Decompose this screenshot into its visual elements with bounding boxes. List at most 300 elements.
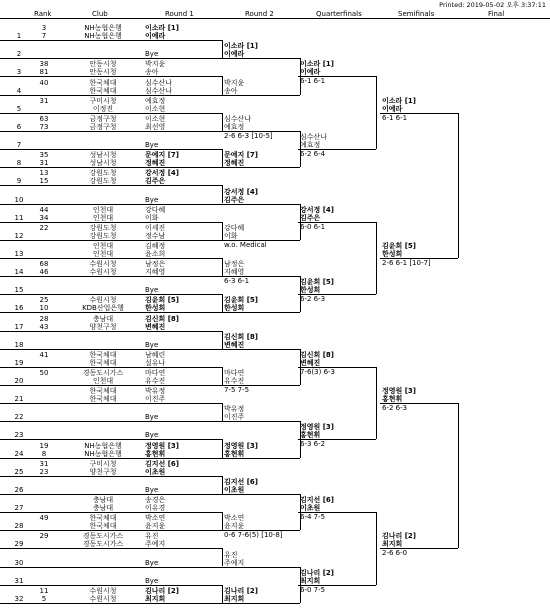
club-name: 이정진 [92,104,114,113]
bye-label: Bye [145,286,159,295]
round2-player-line [222,95,300,96]
draw-position: 13 [14,249,24,258]
qf-player-line [298,585,376,586]
player-name: 김나리 [2] [145,586,179,595]
draw-position: 12 [14,231,24,240]
bye-label: Bye [145,576,159,585]
entry-line [0,331,222,332]
club-name: NH농협은행 [84,441,122,450]
club-name: 인천대 [92,377,114,385]
player-name: 홍현휘 [145,449,166,458]
club-name: 인천대 [92,213,114,222]
round2-player-line [222,276,300,277]
draw-position: 18 [14,340,24,349]
qf-player: 심수산나 [300,133,328,142]
sf-player-line [380,113,458,114]
seed-rank: 46 [39,268,49,277]
match-score: 7-5 7-5 [224,386,250,394]
bye-label: Bye [145,431,159,440]
round2-player-line [222,349,300,350]
connector [458,403,459,548]
connector [222,439,223,457]
round2-player-line [222,58,300,59]
header-rank: Rank [34,10,52,18]
connector [376,76,377,149]
qf-player: 변혜진 [300,358,321,367]
qf-player: 홍현휘 [300,431,321,440]
draw-position: 5 [16,104,22,113]
player-name: 이세진 [145,223,166,232]
entry-line [0,403,222,404]
bye-label: Bye [145,195,159,204]
round2-player-line [222,458,300,459]
entry-line [0,512,222,513]
club-name: NH농협은행 [84,32,122,41]
draw-position: 24 [14,449,24,458]
connector [376,367,377,440]
header-semifinals: Semifinals [398,10,435,18]
qf-player-line [298,294,376,295]
player-name: 유진 [145,532,159,541]
round2-player: 남정은 [224,260,245,269]
match-score: 6-1 6-1 [300,77,326,86]
sf-player-line [380,403,458,404]
round2-player: 유수진 [224,377,245,385]
club-name: 금정구청 [89,122,117,131]
round2-player: 송아 [224,86,238,95]
player-name: 김주은 [145,177,166,186]
round2-player: 홍현휘 [224,449,245,458]
qf-player: 이예라 [300,68,321,77]
connector [222,76,223,94]
player-name: 남정은 [145,260,166,269]
round2-player: 주예지 [224,558,245,567]
club-name: 양천구청 [89,322,117,331]
connector [458,113,459,258]
qf-player: 김신희 [8] [300,350,334,359]
club-name: 안동시청 [89,68,117,77]
connector [222,548,223,566]
club-name: 양천구청 [89,467,117,476]
player-name: 김윤희 [5] [145,296,179,305]
player-name: 심수산나 [145,78,173,87]
sf-player: 홍현휘 [382,395,403,404]
draw-position: 20 [14,377,24,385]
round2-player: 이소라 [1] [224,42,258,51]
qf-player: 최지희 [300,576,321,585]
club-name: 인천대 [92,249,114,258]
draw-position: 15 [14,286,24,295]
entry-line [0,149,222,150]
round2-player: 강서정 [4] [224,187,258,196]
entry-line [0,40,222,41]
draw-position: 14 [14,268,24,277]
player-name: 강다혜 [145,205,166,214]
draw-position: 4 [16,86,22,95]
seed-rank: 29 [39,532,49,541]
header-divider [0,18,550,19]
club-name: 강원도청 [89,231,117,240]
match-score: 6-2 6-4 [300,150,326,159]
entry-line [0,204,222,205]
round2-player-line [222,131,300,132]
seed-rank: 3 [41,24,47,33]
round2-player: 박유정 [224,405,245,414]
seed-rank: 28 [39,314,49,323]
player-name: 문예지 [7] [145,151,179,160]
player-name: 이화 [145,213,159,222]
round2-player-line [222,567,300,568]
club-name: 한국체대 [89,358,117,367]
player-name: 설유나 [145,358,166,367]
entry-line [0,240,222,241]
round2-player: 이초원 [224,485,245,494]
player-name: 윤지윤 [145,522,166,531]
player-name: 주예지 [145,540,166,549]
player-name: 남혜린 [145,350,166,359]
draw-position: 27 [14,504,24,513]
entry-line [0,439,222,440]
sf-player: 최지희 [382,540,403,549]
player-name: 이초원 [145,467,166,476]
club-name: 수원시청 [89,260,117,269]
draw-position: 23 [14,431,24,440]
draw-position: 22 [14,413,24,422]
draw-position: 29 [14,540,24,549]
club-name: 수원시청 [89,268,117,277]
player-name: 정수남 [145,231,166,240]
header-round2: Round 2 [245,10,274,18]
seed-rank: 13 [39,169,49,178]
match-score: 0-6 7-6(5) [10-8] [224,531,283,540]
seed-rank: 40 [39,78,49,87]
connector [300,204,301,240]
draw-position: 28 [14,522,24,531]
match-score: 6-0 6-1 [300,222,326,231]
entry-line [0,185,222,186]
draw-position: 26 [14,485,24,494]
entry-line [0,258,222,259]
seed-rank: 8 [41,449,47,458]
club-name: 충남대 [92,496,114,505]
connector [222,367,223,385]
bye-label: Bye [145,413,159,422]
player-name: 강서정 [4] [145,169,179,178]
sf-player: 정영원 [3] [382,387,416,396]
connector [222,149,223,167]
bye-label: Bye [145,485,159,494]
qf-player-line [298,367,376,368]
qf-player: 한성희 [300,286,321,295]
connector [376,512,377,585]
seed-rank: 31 [39,96,49,105]
match-score: 6-2 6-3 [382,404,408,413]
qf-player: 김나리 [2] [300,568,334,577]
player-name: 이예라 [145,32,166,41]
qf-player-line [298,512,376,513]
round2-player: 문예지 [7] [224,151,258,160]
club-name: 수원시청 [89,296,117,305]
player-name: 김지선 [6] [145,459,179,468]
seed-rank: 7 [41,32,47,41]
round2-player-line [222,494,300,495]
round2-player-line [222,530,300,531]
qf-player-line [298,439,376,440]
round2-player: 지혜영 [224,268,245,277]
qf-player: 정영원 [3] [300,423,334,432]
player-name: 최지희 [145,594,166,603]
seed-rank: 44 [39,205,49,214]
round2-player-line [222,385,300,386]
club-name: 수원시청 [89,594,117,603]
player-name: 이소현 [145,104,166,113]
bye-label: Bye [145,340,159,349]
sf-player: 김윤희 [5] [382,241,416,250]
connector [222,294,223,312]
draw-position: 9 [16,177,22,186]
round2-player: 김나리 [2] [224,586,258,595]
round2-player: 예효정 [224,122,245,131]
qf-player: 이소라 [1] [300,60,334,69]
connector [222,113,223,131]
club-name: 구미시청 [89,96,117,105]
entry-line [0,385,222,386]
draw-position: 32 [14,594,24,603]
club-name: 인천대 [92,205,114,214]
connector [222,222,223,240]
player-name: 유수진 [145,377,166,385]
club-name: 강원도청 [89,177,117,186]
club-name: 한국체대 [89,514,117,523]
entry-line [0,476,222,477]
seed-rank: 15 [39,177,49,186]
player-name: 이소현 [145,114,166,123]
draw-position: 25 [14,467,24,476]
draw-position: 19 [14,358,24,367]
round2-player: 김신희 [8] [224,332,258,341]
qf-player: 김주은 [300,213,321,222]
entry-line [0,222,222,223]
club-name: KDB산업은행 [82,304,124,313]
entry-line [0,131,222,132]
club-name: 한국체대 [89,350,117,359]
sf-player: 한성희 [382,249,403,258]
qf-player: 김윤희 [5] [300,278,334,287]
bye-label: Bye [145,558,159,567]
connector [300,494,301,530]
qf-player: 김지선 [6] [300,496,334,505]
draw-position: 10 [14,195,24,204]
club-name: 한국체대 [89,387,117,396]
player-name: 김신희 [8] [145,314,179,323]
seed-rank: 50 [39,369,49,377]
seed-rank: 41 [39,350,49,359]
club-name: 충남대 [92,314,114,323]
connector [300,58,301,94]
entry-line [0,421,222,422]
round2-player: 정영원 [3] [224,441,258,450]
match-score: 7-6(3) 6-3 [300,367,336,376]
club-name: 성남시청 [89,159,117,168]
qf-player: 이초원 [300,504,321,513]
round2-player: 이진주 [224,413,245,422]
entry-line [0,367,222,368]
player-name: 정영원 [3] [145,441,179,450]
connector [300,567,301,603]
header-quarterfinals: Quarterfinals [316,10,362,18]
round2-player: 김주은 [224,195,245,204]
round2-player: 김지선 [6] [224,477,258,486]
connector [300,421,301,457]
round2-player: 변혜진 [224,340,245,349]
seed-rank: 34 [39,213,49,222]
player-name: 정혜진 [145,159,166,168]
header-round1: Round 1 [165,10,194,18]
round2-player-line [222,603,300,604]
entry-line [0,312,222,313]
round2-player: 유진 [224,550,238,559]
player-name: 예효정 [145,96,166,105]
entry-line [0,458,222,459]
club-name: NH농협은행 [84,24,122,33]
draw-position: 11 [14,213,24,222]
entry-line [0,494,222,495]
club-name: 수원시청 [89,586,117,595]
seed-rank: 49 [39,514,49,523]
connector [222,403,223,421]
draw-position: 21 [14,395,24,404]
connector [222,585,223,603]
seed-rank: 11 [39,586,49,595]
club-name: 강원도청 [89,223,117,232]
player-name: 심수산나 [145,86,173,95]
round2-player: 이예라 [224,50,245,59]
player-name: 김혜정 [145,241,166,250]
sf-player: 김나리 [2] [382,532,416,541]
match-score: 6-2 6-3 [300,295,326,304]
draw-position: 31 [14,576,24,585]
player-name: 마다연 [145,369,166,377]
entry-line [0,567,222,568]
player-name: 이유경 [145,504,166,513]
sf-player: 이예라 [382,104,403,113]
draw-position: 6 [16,122,22,131]
sf-player: 이소라 [1] [382,96,416,105]
entry-line [0,349,222,350]
draw-position: 17 [14,322,24,331]
player-name: 최선영 [145,122,166,131]
round2-player: 이화 [224,231,238,240]
round2-player: 정혜진 [224,159,245,168]
player-name: 이소라 [1] [145,24,179,33]
qf-player: 예효정 [300,141,321,150]
match-score: 6-0 7-5 [300,585,326,594]
round2-player: 윤지윤 [224,522,245,531]
club-name: 경동도시가스 [82,532,124,541]
connector [300,349,301,385]
match-score: w.o. Medical [224,240,267,249]
seed-rank: 73 [39,122,49,131]
player-name: 이진주 [145,395,166,404]
connector [300,276,301,312]
club-name: 한국체대 [89,395,117,404]
entry-line [0,585,222,586]
seed-rank: 23 [39,467,49,476]
player-name: 박유정 [145,387,166,396]
match-score: 2-6 6-0 [382,549,408,558]
connector [222,476,223,494]
entry-line [0,603,222,604]
match-score: 2-6 6-3 [10-5] [224,131,273,140]
match-score: 6-1 6-1 [382,113,408,122]
draw-position: 2 [16,50,22,59]
qf-player-line [298,149,376,150]
sf-player-line [380,548,458,549]
player-name: 박소연 [145,514,166,523]
seed-rank: 63 [39,114,49,123]
player-name: 송경은 [145,496,166,505]
club-name: 한국체대 [89,86,117,95]
round2-player-line [222,240,300,241]
player-name: 지혜영 [145,268,166,277]
entry-line [0,76,222,77]
seed-rank: 81 [39,68,49,77]
match-score: 6-3 6-2 [300,440,326,449]
club-name: 금정구청 [89,114,117,123]
draw-position: 3 [16,68,22,77]
club-name: 안동시청 [89,60,117,69]
player-name: 변혜진 [145,322,166,331]
seed-rank: 19 [39,441,49,450]
round2-player: 마다연 [224,369,245,377]
draw-position: 1 [16,32,22,41]
printed-timestamp: Printed: 2019-05-02 오후 3:37:11 [439,1,546,9]
seed-rank: 31 [39,459,49,468]
round2-player: 김윤희 [5] [224,296,258,305]
club-name: 강원도청 [89,169,117,178]
match-score: 6-3 6-1 [224,277,250,286]
entry-line [0,548,222,549]
entry-line [0,276,222,277]
sf-player-line [380,258,458,259]
header-final: Final [488,10,505,18]
bye-label: Bye [145,141,159,150]
club-name: NH농협은행 [84,449,122,458]
bye-label: Bye [145,50,159,59]
qf-player-line [298,76,376,77]
round2-player: 박소연 [224,514,245,523]
connector [222,512,223,530]
round2-player: 심수산나 [224,114,252,123]
seed-rank: 22 [39,223,49,232]
seed-rank: 38 [39,60,49,69]
seed-rank: 5 [41,594,47,603]
round2-player: 한성희 [224,304,245,313]
entry-line [0,95,222,96]
match-score: 6-4 7-5 [300,513,326,522]
header-club: Club [92,10,108,18]
round2-player-line [222,204,300,205]
club-name: 경동도시가스 [82,540,124,549]
player-name: 박지윤 [145,60,166,69]
club-name: 성남시청 [89,151,117,160]
connector [376,222,377,295]
connector [300,131,301,167]
club-name: 경동도시가스 [82,369,124,377]
draw-position: 8 [16,159,22,168]
round2-player-line [222,312,300,313]
connector [222,185,223,203]
